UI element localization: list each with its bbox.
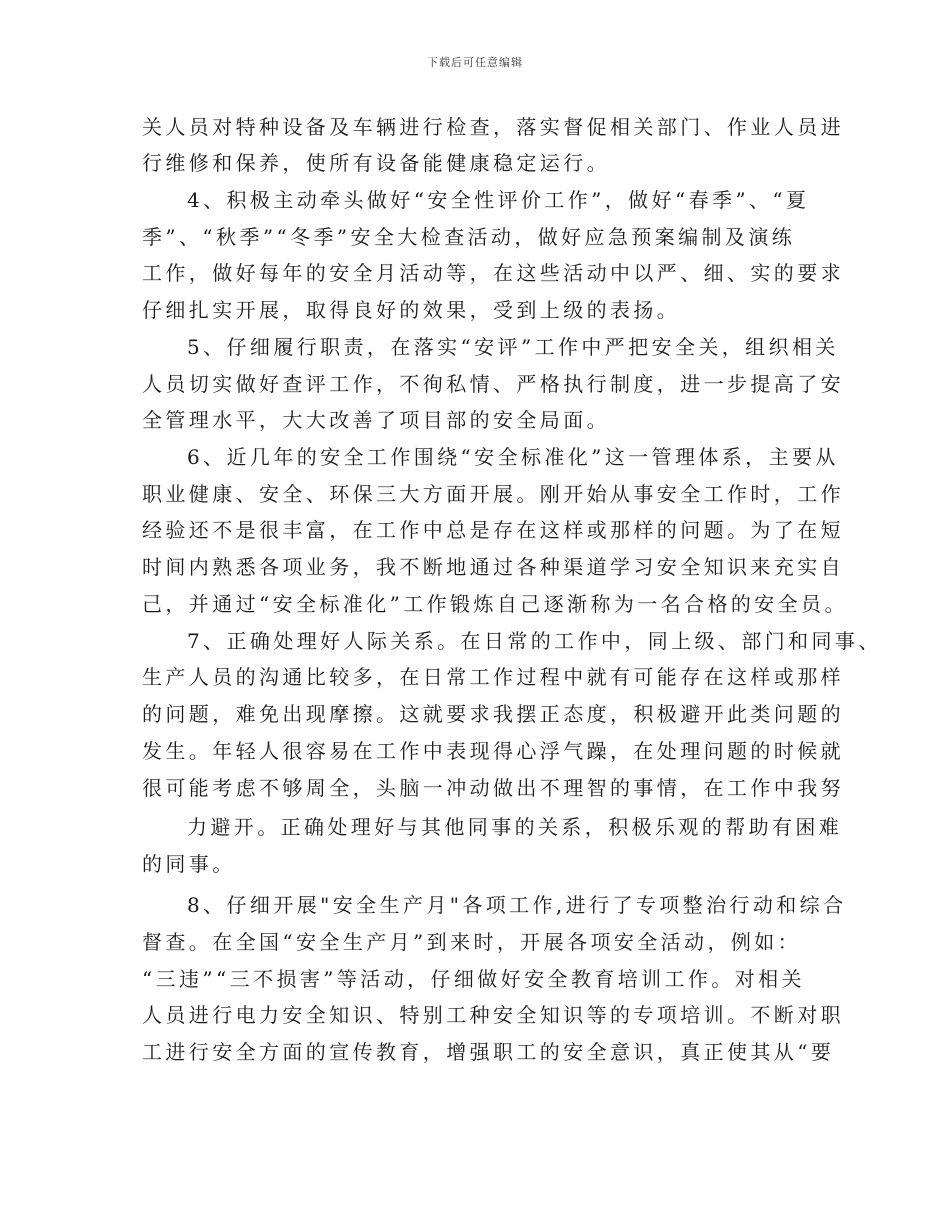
- text-line: 的问题，难免出现摩擦。这就要求我摆正态度，积极避开此类问题的: [142, 702, 844, 726]
- text-line: 时间内熟悉各项业务，我不断地通过各种渠道学习安全知识来充实自: [142, 555, 844, 579]
- text-line: 力避开。正确处理好与其他同事的关系，积极乐观的帮助有困难: [187, 815, 843, 839]
- text-line: 行维修和保养，使所有设备能健康稳定运行。: [142, 151, 610, 175]
- text-line: 8、仔细开展"安全生产月"各项工作,进行了专项整治行动和综合: [187, 893, 847, 917]
- text-line: 7、正确处理好人际关系。在日常的工作中，同上级、部门和同事、: [187, 629, 882, 653]
- text-line: 督查。在全国“安全生产月”到来时，开展各项安全活动，例如：: [142, 930, 802, 954]
- text-line: 职业健康、安全、环保三大方面开展。刚开始从事安全工作时，工作: [142, 482, 844, 506]
- text-line: 很可能考虑不够周全，头脑一冲动做出不理智的事情，在工作中我努: [142, 776, 844, 800]
- text-line: 的同事。: [142, 852, 236, 876]
- text-line: 5、仔细履行职责，在落实“安评”工作中严把安全关，组织相关: [187, 335, 839, 359]
- text-line: 4、积极主动牵头做好“安全性评价工作”，做好“春季”、“夏: [187, 188, 810, 212]
- text-line: 6、近几年的安全工作围绕“安全标准化”这一管理体系，主要从: [187, 445, 839, 469]
- text-line: 己，并通过“安全标准化”工作锻炼自己逐渐称为一名合格的安全员。: [142, 592, 848, 616]
- text-line: 人员进行电力安全知识、特别工种安全知识等的专项培训。不断对职: [142, 1003, 844, 1027]
- text-line: 人员切实做好查评工作，不徇私情、严格执行制度，进一步提高了安: [142, 372, 844, 396]
- text-line: 全管理水平，大大改善了项目部的安全局面。: [142, 408, 610, 432]
- text-line: 生产人员的沟通比较多，在日常工作过程中就有可能存在这样或那样: [142, 665, 844, 689]
- text-line: “三违”“三不损害”等活动，仔细做好安全教育培训工作。对相关: [142, 967, 805, 991]
- text-line: 工进行安全方面的宣传教育，增强职工的安全意识，真正使其从“要: [142, 1040, 835, 1064]
- text-line: 工作，做好每年的安全月活动等，在这些活动中以严、细、实的要求: [142, 261, 844, 285]
- text-line: 关人员对特种设备及车辆进行检查，落实督促相关部门、作业人员进: [142, 115, 844, 139]
- text-line: 仔细扎实开展，取得良好的效果，受到上级的表扬。: [142, 298, 681, 322]
- text-line: 季”、“秋季”“冬季”安全大检查活动，做好应急预案编制及演练: [142, 225, 796, 249]
- page-header: 下载后可任意编辑: [427, 56, 523, 69]
- text-line: 经验还不是很丰富，在工作中总是存在这样或那样的问题。为了在短: [142, 518, 844, 542]
- text-line: 发生。年轻人很容易在工作中表现得心浮气躁，在处理问题的时候就: [142, 739, 844, 763]
